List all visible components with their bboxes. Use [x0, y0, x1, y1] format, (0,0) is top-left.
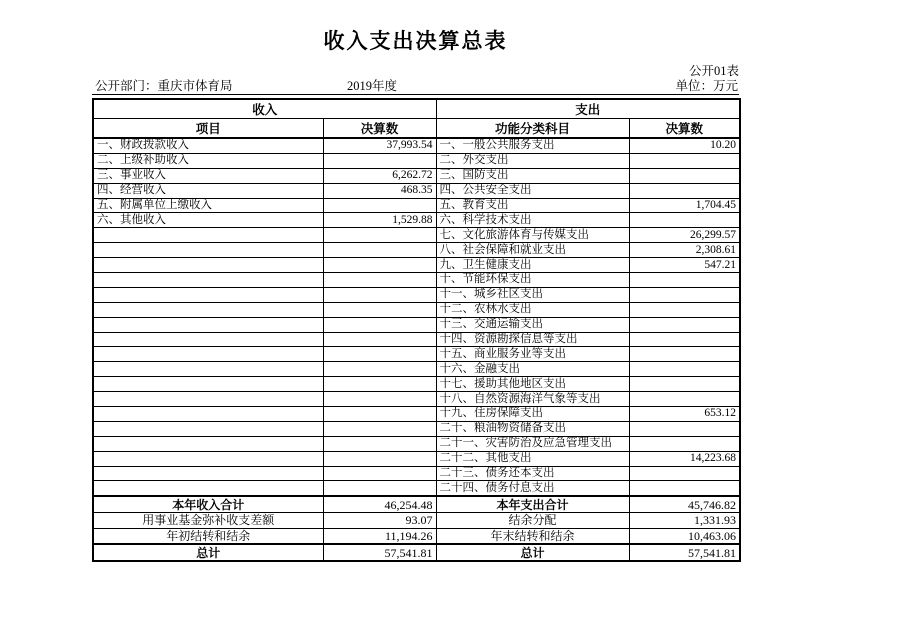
expense-amount-cell [629, 287, 740, 302]
income-amount-cell: 1,529.88 [323, 213, 436, 228]
income-amount-cell [323, 332, 436, 347]
table-row [93, 466, 740, 481]
table-row [93, 407, 740, 422]
income-amount-cell [323, 243, 436, 258]
income-item-cell [93, 436, 323, 451]
table-row [93, 287, 740, 302]
expense-amount-cell [629, 377, 740, 392]
summary-row [93, 496, 740, 512]
expense-amount-cell [629, 213, 740, 228]
table-row [93, 183, 740, 198]
expense-summary-label: 总计 [436, 544, 629, 561]
income-item-cell [93, 392, 323, 407]
expense-amount-cell [629, 302, 740, 317]
income-summary-label: 用事业基金弥补收支差额 [93, 513, 323, 529]
expense-item-cell: 十三、交通运输支出 [436, 317, 629, 332]
expense-item-cell: 二十二、其他支出 [436, 451, 629, 466]
income-item-cell [93, 258, 323, 273]
expense-item-cell: 十九、住房保障支出 [436, 407, 629, 422]
expense-item-cell: 九、卫生健康支出 [436, 258, 629, 273]
income-summary-amount: 93.07 [323, 513, 436, 529]
income-amount-cell [323, 317, 436, 332]
income-item-cell [93, 302, 323, 317]
expense-amount-cell [629, 332, 740, 347]
income-amount-cell [323, 407, 436, 422]
expense-item-cell: 一、一般公共服务支出 [436, 138, 629, 153]
table-row [93, 273, 740, 288]
expense-item-cell: 十一、城乡社区支出 [436, 287, 629, 302]
income-amount-cell [323, 287, 436, 302]
income-item-cell [93, 362, 323, 377]
income-expense-final-accounts-table [92, 98, 741, 562]
expense-amount-cell [629, 421, 740, 436]
expense-item-cell: 二十四、债务付息支出 [436, 481, 629, 496]
table-row [93, 421, 740, 436]
income-amount-cell [323, 258, 436, 273]
income-amount-cell [323, 198, 436, 213]
section-header-row [93, 99, 740, 119]
income-item-cell [93, 273, 323, 288]
expense-amount-cell: 26,299.57 [629, 228, 740, 243]
income-item-cell [93, 451, 323, 466]
expense-item-cell: 八、社会保障和就业支出 [436, 243, 629, 258]
page-title: 收入支出决算总表 [323, 30, 508, 53]
expense-amount-cell [629, 317, 740, 332]
income-amount-cell [323, 421, 436, 436]
income-amount-cell [323, 228, 436, 243]
col-header-expense-item: 功能分类科目 [436, 119, 629, 139]
table-row [93, 392, 740, 407]
table-header [93, 99, 740, 138]
table-row [93, 228, 740, 243]
income-amount-cell [323, 466, 436, 481]
income-amount-cell [323, 377, 436, 392]
table-row [93, 362, 740, 377]
expense-item-cell: 十、节能环保支出 [436, 273, 629, 288]
expense-item-cell: 十七、援助其他地区支出 [436, 377, 629, 392]
table-row [93, 153, 740, 168]
income-amount-cell [323, 362, 436, 377]
table-row [93, 198, 740, 213]
income-item-cell [93, 481, 323, 496]
col-header-expense-amount: 决算数 [629, 119, 740, 139]
col-header-income-amount: 决算数 [323, 119, 436, 139]
expense-item-cell: 二十三、债务还本支出 [436, 466, 629, 481]
income-summary-amount: 46,254.48 [323, 496, 436, 512]
expense-amount-cell [629, 168, 740, 183]
expense-amount-cell [629, 153, 740, 168]
table-row [93, 317, 740, 332]
table-row [93, 481, 740, 496]
income-item-cell [93, 317, 323, 332]
income-item-cell: 三、事业收入 [93, 168, 323, 183]
table-row [93, 347, 740, 362]
expense-item-cell: 六、科学技术支出 [436, 213, 629, 228]
income-item-cell: 二、上级补助收入 [93, 153, 323, 168]
expense-amount-cell [629, 183, 740, 198]
income-item-cell: 六、其他收入 [93, 213, 323, 228]
expense-amount-cell: 14,223.68 [629, 451, 740, 466]
expense-item-cell: 十六、金融支出 [436, 362, 629, 377]
income-amount-cell: 6,262.72 [323, 168, 436, 183]
column-header-row [93, 119, 740, 139]
table-body [93, 138, 740, 496]
expense-item-cell: 十五、商业服务业等支出 [436, 347, 629, 362]
table-row [93, 258, 740, 273]
unit-label: 单位：万元 [675, 79, 738, 93]
summary-row [93, 544, 740, 561]
summary-row [93, 528, 740, 544]
expense-amount-cell [629, 392, 740, 407]
income-item-cell [93, 347, 323, 362]
income-item-cell: 四、经营收入 [93, 183, 323, 198]
income-item-cell: 一、财政拨款收入 [93, 138, 323, 153]
table-code: 公开01表 [688, 64, 739, 78]
expense-item-cell: 二、外交支出 [436, 153, 629, 168]
expense-item-cell: 五、教育支出 [436, 198, 629, 213]
income-item-cell [93, 287, 323, 302]
income-item-cell [93, 407, 323, 422]
income-amount-cell: 37,993.54 [323, 138, 436, 153]
expense-summary-amount: 1,331.93 [629, 513, 740, 529]
expense-item-cell: 十八、自然资源海洋气象等支出 [436, 392, 629, 407]
table-row [93, 377, 740, 392]
table-row [93, 436, 740, 451]
income-summary-label: 总计 [93, 544, 323, 561]
expense-item-cell: 二十、粮油物资储备支出 [436, 421, 629, 436]
info-line [92, 79, 739, 95]
income-amount-cell: 468.35 [323, 183, 436, 198]
expense-item-cell: 十四、资源勘探信息等支出 [436, 332, 629, 347]
expense-summary-amount: 10,463.06 [629, 528, 740, 544]
income-amount-cell [323, 347, 436, 362]
expense-amount-cell [629, 362, 740, 377]
expense-amount-cell: 10.20 [629, 138, 740, 153]
expense-amount-cell: 1,704.45 [629, 198, 740, 213]
expense-amount-cell: 653.12 [629, 407, 740, 422]
expense-summary-label: 结余分配 [436, 513, 629, 529]
expense-amount-cell: 2,308.61 [629, 243, 740, 258]
income-item-cell [93, 466, 323, 481]
income-summary-amount: 57,541.81 [323, 544, 436, 561]
expense-summary-label: 年末结转和结余 [436, 528, 629, 544]
table-row [93, 168, 740, 183]
income-amount-cell [323, 302, 436, 317]
expense-item-cell: 十二、农林水支出 [436, 302, 629, 317]
income-item-cell [93, 421, 323, 436]
expense-summary-amount: 57,541.81 [629, 544, 740, 561]
expense-amount-cell [629, 347, 740, 362]
table-row [93, 451, 740, 466]
income-summary-label: 本年收入合计 [93, 496, 323, 512]
expense-amount-cell [629, 481, 740, 496]
income-amount-cell [323, 451, 436, 466]
expense-item-cell: 四、公共安全支出 [436, 183, 629, 198]
table-row [93, 332, 740, 347]
table-summary [93, 496, 740, 561]
expense-summary-amount: 45,746.82 [629, 496, 740, 512]
department-label: 公开部门：重庆市体育局 [95, 79, 233, 93]
fiscal-year-label: 2019年度 [347, 79, 398, 93]
income-item-cell [93, 377, 323, 392]
income-item-cell [93, 243, 323, 258]
expense-amount-cell [629, 273, 740, 288]
expense-amount-cell: 547.21 [629, 258, 740, 273]
table-row [93, 138, 740, 153]
document-page [92, 0, 739, 562]
expense-summary-label: 本年支出合计 [436, 496, 629, 512]
expense-item-cell: 三、国防支出 [436, 168, 629, 183]
expense-item-cell: 二十一、灾害防治及应急管理支出 [436, 436, 629, 451]
income-amount-cell [323, 481, 436, 496]
income-item-cell [93, 228, 323, 243]
income-summary-label: 年初结转和结余 [93, 528, 323, 544]
expense-item-cell: 七、文化旅游体育与传媒支出 [436, 228, 629, 243]
income-item-cell [93, 332, 323, 347]
col-header-income-item: 项目 [93, 119, 323, 139]
income-item-cell: 五、附属单位上缴收入 [93, 198, 323, 213]
income-amount-cell [323, 436, 436, 451]
income-amount-cell [323, 153, 436, 168]
table-row [93, 213, 740, 228]
income-section-header: 收入 [93, 99, 436, 119]
expense-amount-cell [629, 436, 740, 451]
expense-section-header: 支出 [436, 99, 740, 119]
income-amount-cell [323, 392, 436, 407]
income-amount-cell [323, 273, 436, 288]
table-row [93, 243, 740, 258]
income-summary-amount: 11,194.26 [323, 528, 436, 544]
table-row [93, 302, 740, 317]
expense-amount-cell [629, 466, 740, 481]
summary-row [93, 513, 740, 529]
